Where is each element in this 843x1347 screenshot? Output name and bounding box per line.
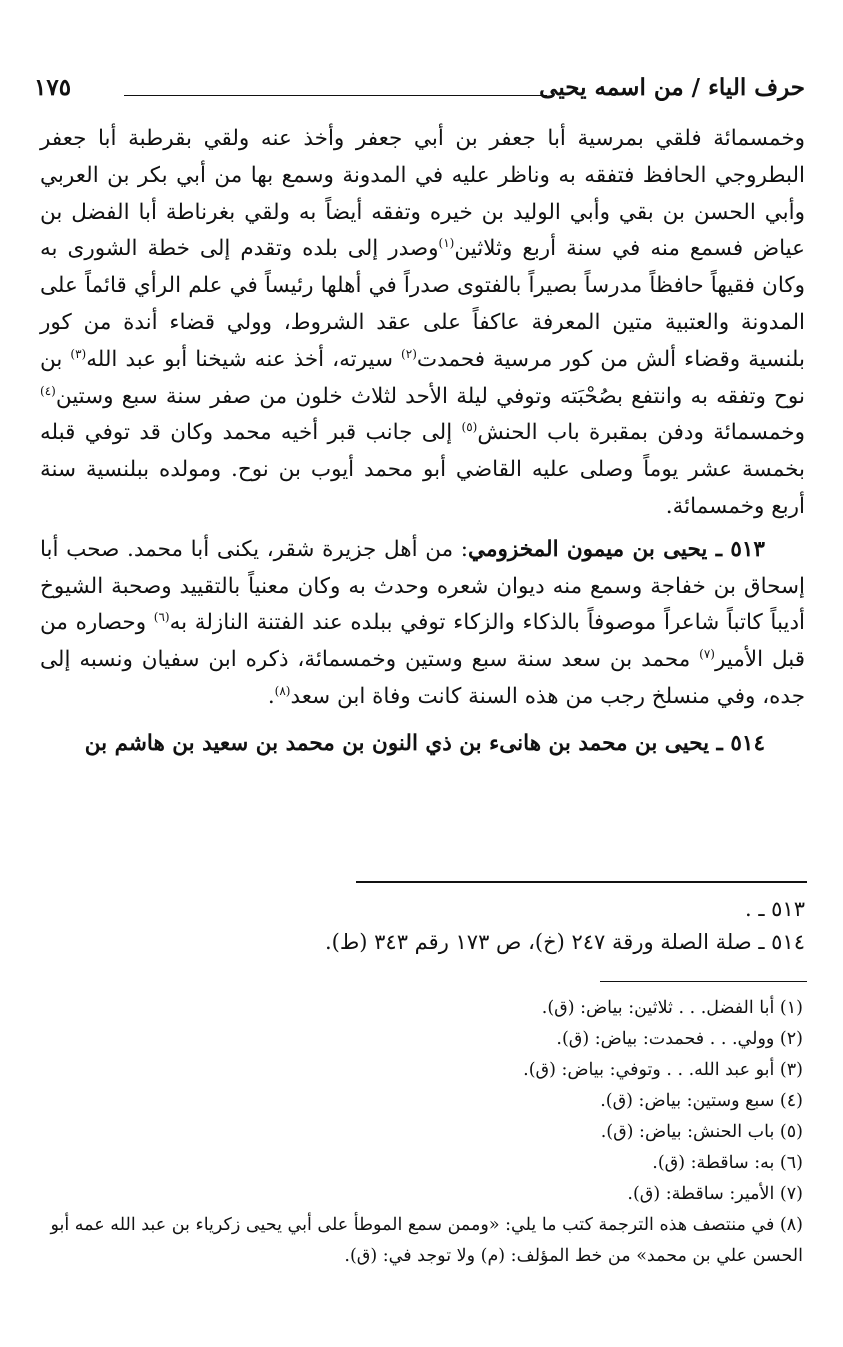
running-title: حرف الياء / من اسمه يحيى bbox=[539, 74, 805, 101]
footnote-ref-7: (٧) bbox=[699, 647, 715, 661]
reference-513: ٥١٣ ـ . bbox=[744, 897, 805, 921]
footnote-ref-5: (٥) bbox=[461, 420, 478, 435]
entry-heading-514: ٥١٤ ـ يحيى بن محمد بن هانىء بن ذي النون بن محمد بن سعيد بن هاشم بن bbox=[84, 730, 765, 756]
footnotes-separator bbox=[600, 981, 807, 982]
text-run: إلى جانب قبر أخيه محمد وكان قد توفي قبله بخمسة عشر يوماً وصلى عليه القاضي أبو محمد أيوب بن نوح. ومولده ببلنسية سنة أربع وخمسمائة. bbox=[40, 420, 805, 519]
paragraph-entry-514 bbox=[40, 726, 805, 763]
page-number: ١٧٥ bbox=[34, 74, 72, 101]
footnote-5: (٥) باب الحنش: بياض: (ق). bbox=[600, 1122, 803, 1142]
footnote-3: (٣) أبو عبد الله. . . وتوفي: بياض: (ق). bbox=[523, 1060, 803, 1080]
source-references bbox=[40, 893, 805, 959]
main-text bbox=[40, 121, 805, 763]
footnote-ref-6: (٦) bbox=[153, 610, 170, 625]
paragraph-continued-entry bbox=[40, 121, 805, 526]
text-run: . bbox=[267, 683, 275, 709]
text-run: : من أهل جزيرة شقر، يكنى أبا محمد. صحب أبا إسحاق بن خفاجة وسمع منه ديوان شعره وحدث به وكان معنياً بالتقييد وصحبة الشيوخ أديباً كاتباً شاعراً موصوفاً بالذكاء والزكاء توفي ببلده عند الفتنة النازلة به bbox=[40, 536, 805, 636]
footnote-2: (٢) وولي. . . فحمدت: بياض: (ق). bbox=[556, 1029, 803, 1049]
reference-514: ٥١٤ ـ صلة الصلة ورقة ٢٤٧ (خ)، ص ١٧٣ رقم ٣٤٣ (ط). bbox=[324, 930, 805, 954]
references-separator bbox=[356, 881, 807, 883]
entry-heading-513: ٥١٣ ـ يحيى بن ميمون المخزومي bbox=[468, 536, 765, 562]
text-run: بن نوح وتفقه به وانتفع بصُحْبَته وتوفي ليلة الأحد لثلاث خلون من صفر سنة سبع وستين bbox=[40, 346, 805, 409]
header-rule bbox=[124, 95, 547, 96]
footnote-1: (١) أبا الفضل. . . ثلاثين: بياض: (ق). bbox=[541, 998, 803, 1018]
footnote-4: (٤) سبع وستين: بياض: (ق). bbox=[600, 1091, 803, 1111]
footnote-ref-1: (١) bbox=[438, 236, 455, 251]
text-run: محمد بن سعد سنة سبع وستين وخمسمائة، ذكره ابن سفيان ونسبه إلى جده، وفي منسلخ رجب من هذه السنة كانت وفاة ابن سعد bbox=[40, 647, 805, 709]
footnote-6: (٦) به: ساقطة: (ق). bbox=[652, 1153, 803, 1173]
paragraph-entry-513 bbox=[40, 532, 805, 716]
page-header bbox=[34, 74, 805, 108]
footnote-ref-3: (٣) bbox=[70, 346, 87, 361]
text-run: سيرته، أخذ عنه شيخنا أبو عبد الله bbox=[86, 346, 402, 372]
footnotes bbox=[40, 993, 803, 1272]
footnote-ref-2: (٢) bbox=[401, 346, 417, 361]
footnote-7: (٧) الأمير: ساقطة: (ق). bbox=[627, 1184, 803, 1204]
text-run: وخمسمائة ودفن بمقبرة باب الحنش bbox=[477, 420, 805, 446]
footnote-ref-4: (٤) bbox=[40, 383, 56, 398]
text-run: وحصاره من قبل الأمير bbox=[40, 610, 806, 673]
text-run: وصدر إلى بلده وتقدم إلى خطة الشورى به وكان فقيهاً حافظاً مدرساً بصيراً بالفتوى صدراً في أهلها رئيساً في علم الرأي قائماً على المدونة والعتبية متين المعرفة عاكفاً على عقد الشروط، وولي قضاء أندة من كور بلنسية وقضاء ألش من كور مرسية فحمدت bbox=[40, 236, 805, 372]
footnote-8: (٨) في منتصف هذه الترجمة كتب ما يلي: «وممن سمع الموطأ على أبي يحيى زكرياء بن عبد الله عمه أبو الحسن علي بن محمد» من خط المؤلف: (م) ولا توجد في: (ق). bbox=[50, 1215, 803, 1266]
text-run: وخمسمائة فلقي بمرسية أبا جعفر بن أبي جعفر وأخذ عنه ولقي بقرطبة أبا جعفر البطروجي الحافظ فتفقه به وناظر عليه في المدونة وسمع بها من أبي بكر بن العربي وأبي الحسن بن بقي وأبي الوليد بن خيره وتفقه أيضاً به ولقي بغرناطة أبا الفضل بن عياض فسمع منه في سنة أربع وثلاثين bbox=[40, 126, 805, 262]
footnote-ref-8: (٨) bbox=[274, 683, 291, 698]
